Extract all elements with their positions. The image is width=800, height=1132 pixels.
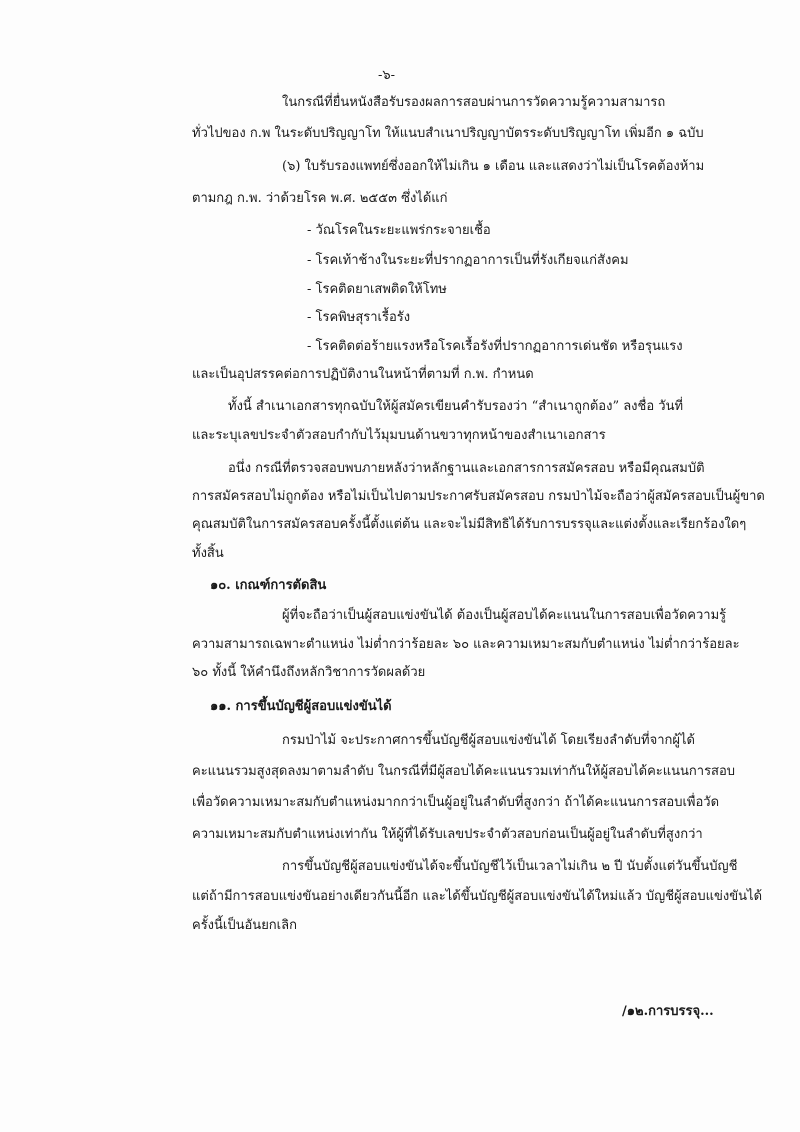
- section-heading: ๑๐. เกณฑ์การตัดสิน: [210, 578, 327, 593]
- list-item: - โรคเท้าช้างในระยะที่ปรากฏอาการเป็นที่รังเกียจแก่สังคม: [307, 253, 629, 268]
- text-line: ครั้งนี้เป็นอันยกเลิก: [192, 918, 297, 933]
- text-line: เพื่อวัดความเหมาะสมกับตำแหน่งมากกว่าเป็นผู้อยู่ในลำดับที่สูงกว่า ถ้าได้คะแนนการสอบเพื่อวัด: [192, 795, 720, 810]
- text-line: คะแนนรวมสูงสุดลงมาตามลำดับ ในกรณีที่มีผู้สอบได้คะแนนรวมเท่ากันให้ผู้สอบได้คะแนนการสอบ: [192, 764, 736, 779]
- text-line: การสมัครสอบไม่ถูกต้อง หรือไม่เป็นไปตามประกาศรับสมัครสอบ กรมป่าไม้จะถือว่าผู้สมัครสอบเป็นผู้ขาด: [192, 489, 765, 504]
- text-line: ความเหมาะสมกับตำแหน่งเท่ากัน ให้ผู้ที่ได้รับเลขประจำตัวสอบก่อนเป็นผู้อยู่ในลำดับที่สูงกว่า: [192, 827, 703, 842]
- text-line: ความสามารถเฉพาะตำแหน่ง ไม่ต่ำกว่าร้อยละ ๖๐ และความเหมาะสมกับตำแหน่ง ไม่ต่ำกว่าร้อยละ: [192, 637, 740, 652]
- list-item: - โรคติดยาเสพติดให้โทษ: [307, 282, 447, 297]
- text-line: และเป็นอุปสรรคต่อการปฏิบัติงานในหน้าที่ตามที่ ก.พ. กำหนด: [192, 367, 534, 382]
- continuation-note: /๑๒.การบรรจุ...: [622, 1004, 714, 1019]
- text-line: และระบุเลขประจำตัวสอบกำกับไว้มุมบนด้านขวาทุกหน้าของสำเนาเอกสาร: [192, 428, 606, 443]
- text-line: กรมป่าไม้ จะประกาศการขึ้นบัญชีผู้สอบแข่งขันได้ โดยเรียงลำดับที่จากผู้ได้: [282, 733, 695, 748]
- page-number: -๖-: [378, 68, 396, 83]
- text-line: ๖๐ ทั้งนี้ ให้คำนึงถึงหลักวิชาการวัดผลด้วย: [192, 665, 426, 680]
- section-heading: ๑๑. การขึ้นบัญชีผู้สอบแข่งขันได้: [210, 699, 392, 714]
- text-line: ทั่วไปของ ก.พ ในระดับปริญญาโท ให้แนบสำเนาปริญญาบัตรระดับปริญญาโท เพิ่มอีก ๑ ฉบับ: [192, 126, 704, 141]
- list-item: - โรคติดต่อร้ายแรงหรือโรคเรื้อรังที่ปรากฏอาการเด่นชัด หรือรุนแรง: [307, 339, 683, 354]
- text-line: ตามกฎ ก.พ. ว่าด้วยโรค พ.ศ. ๒๕๕๓ ซึ่งได้แก่: [192, 191, 448, 206]
- text-line: ผู้ที่จะถือว่าเป็นผู้สอบแข่งขันได้ ต้องเป็นผู้สอบได้คะแนนในการสอบเพื่อวัดความรู้: [282, 608, 727, 623]
- text-line: ทั้งนี้ สำเนาเอกสารทุกฉบับให้ผู้สมัครเขียนคำรับรองว่า “สำเนาถูกต้อง” ลงชื่อ วันที่: [228, 399, 684, 414]
- text-line: แต่ถ้ามีการสอบแข่งขันอย่างเดียวกันนี้อีก และได้ขึ้นบัญชีผู้สอบแข่งขันได้ใหม่แล้ว บัญชีผู้สอบแข่งขันได้: [192, 889, 763, 904]
- list-item: - โรคพิษสุราเรื้อรัง: [307, 310, 411, 325]
- text-line: คุณสมบัติในการสมัครสอบครั้งนี้ตั้งแต่ต้น และจะไม่มีสิทธิได้รับการบรรจุและแต่งตั้งและเรียกร้องใดๆ: [192, 517, 747, 532]
- list-item: - วัณโรคในระยะแพร่กระจายเชื้อ: [307, 223, 491, 238]
- text-line: อนึ่ง กรณีที่ตรวจสอบพบภายหลังว่าหลักฐานและเอกสารการสมัครสอบ หรือมีคุณสมบัติ: [228, 461, 705, 476]
- text-line: ทั้งสิ้น: [192, 546, 224, 561]
- text-line: การขึ้นบัญชีผู้สอบแข่งขันได้จะขึ้นบัญชีไว้เป็นเวลาไม่เกิน ๒ ปี นับตั้งแต่วันขึ้นบัญชี: [282, 859, 738, 874]
- text-line: (๖) ใบรับรองแพทย์ซึ่งออกให้ไม่เกิน ๑ เดือน และแสดงว่าไม่เป็นโรคต้องห้าม: [282, 159, 705, 174]
- text-line: ในกรณีที่ยื่นหนังสือรับรองผลการสอบผ่านการวัดความรู้ความสามารถ: [282, 95, 666, 110]
